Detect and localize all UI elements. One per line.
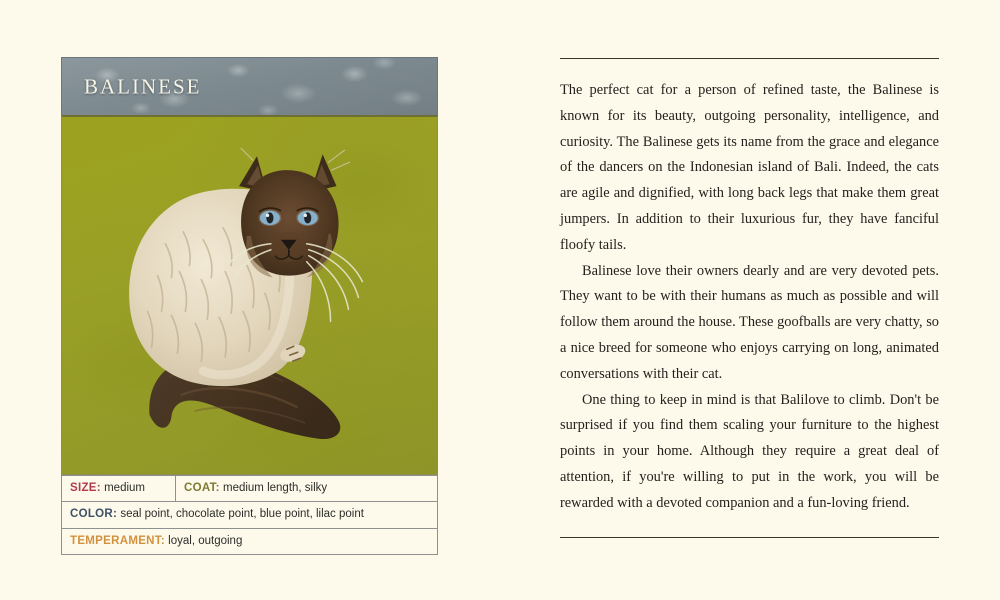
attribute-value-coat: medium length, silky — [222, 482, 328, 494]
attribute-color — [62, 502, 438, 528]
article-paragraph-2: Balinese love their owners dearly and are very devoted pets. They want to be with their humans as much as possible and will follow them around the house. These goofballs are very chatty, so a nice breed for someone who enjoys carrying on long, animated conversations with their cat. — [560, 262, 939, 382]
balinese-cat-artwork — [62, 117, 437, 474]
article-paragraph-3: One thing to keep in mind is that Balilove to climb. Don't be surprised if you find them scaling your furniture to the highest points in your home. Although they require a great deal of attention, if you're willing to put in the work, you will be rewarded with a devoted companion and a fun-loving friend. — [560, 391, 939, 511]
breed-name-title: BALINESE — [84, 74, 202, 98]
table-row — [62, 502, 438, 528]
table-row — [62, 476, 438, 502]
breed-attributes-table — [61, 475, 438, 555]
attribute-value-temperament: loyal, outgoing — [168, 534, 243, 547]
article-column — [560, 58, 939, 517]
breed-card — [61, 57, 438, 555]
article-paragraph-1: The perfect cat for a person of refined taste, the Balinese is known for its beauty, outgoing personality, intelligence, and curiosity. The Balinese gets its name from the grace and elegance of the dancers on the Indonesian island of Bali. Indeed, the cats are agile and dignified, with long back legs that make them great jumpers. In addition to their luxurious fur, they have fanciful floofy tails. — [560, 82, 939, 253]
attribute-size — [62, 476, 176, 502]
attribute-temperament — [62, 528, 438, 554]
attribute-value-color: seal point, chocolate point, blue point, lilac point — [120, 508, 364, 521]
attribute-value-size: medium — [104, 482, 145, 494]
top-divider-rule — [560, 58, 939, 59]
attribute-label-size: SIZE: — [70, 482, 101, 494]
bottom-divider-rule — [560, 537, 939, 538]
breed-card-header — [61, 57, 438, 115]
article-body — [560, 78, 939, 517]
attribute-label-temperament: TEMPERAMENT: — [70, 534, 165, 547]
attribute-label-color: COLOR: — [70, 508, 118, 521]
attribute-coat — [176, 476, 438, 502]
table-row — [62, 528, 438, 554]
attribute-label-coat: COAT: — [184, 482, 220, 494]
breed-illustration — [61, 115, 438, 475]
